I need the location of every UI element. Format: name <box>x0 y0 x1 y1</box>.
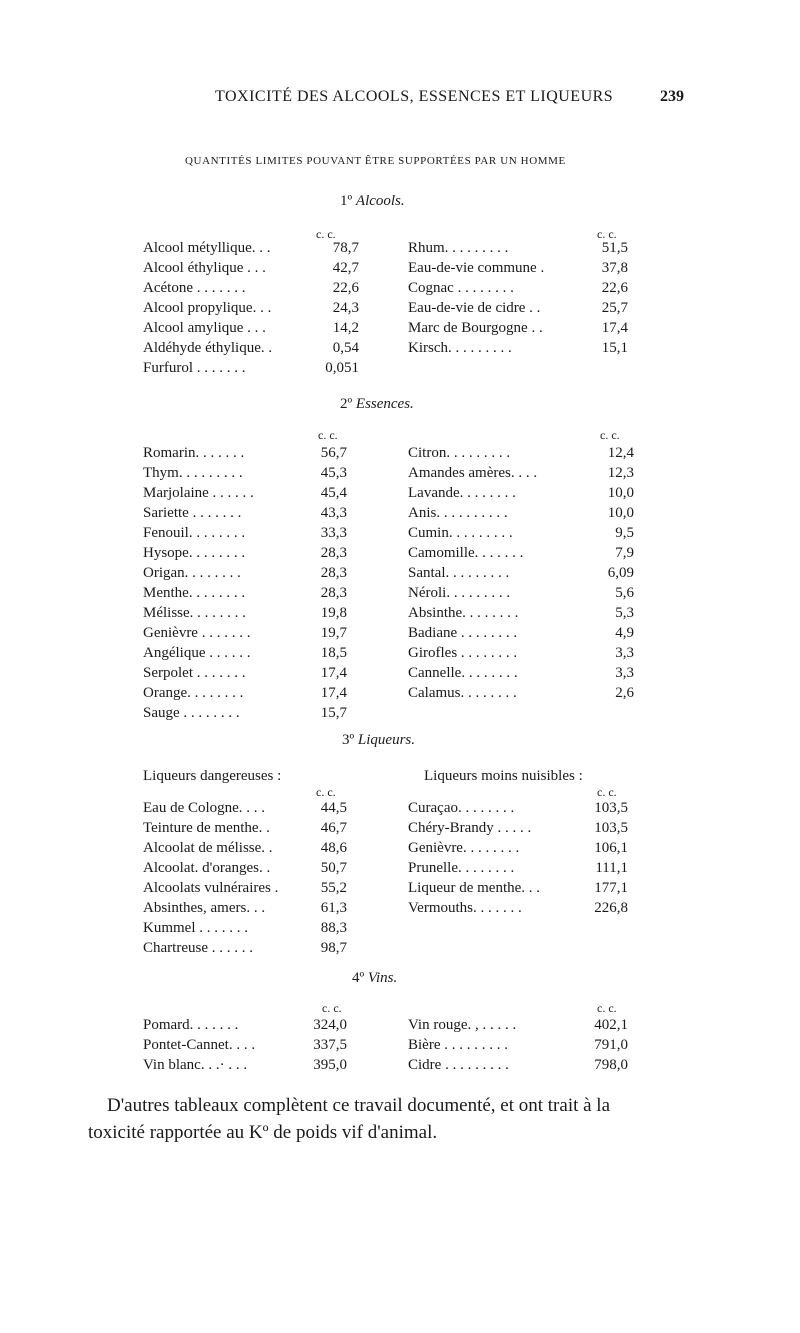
item-name: Genièvre. . . . . . . . <box>408 840 520 856</box>
unit-label: c. c. <box>597 227 617 241</box>
table-row <box>408 523 634 543</box>
item-name: Marc de Bourgogne . . <box>408 320 543 336</box>
item-name: Sariette . . . . . . . <box>143 505 242 521</box>
table-row <box>408 503 634 523</box>
table-row <box>143 318 359 338</box>
table-row <box>143 918 347 938</box>
item-value: 17,4 <box>601 320 628 336</box>
section-number: 4º <box>352 970 365 986</box>
item-value: 25,7 <box>601 300 628 316</box>
table-row <box>408 298 628 318</box>
item-name: Teinture de menthe. . <box>143 820 270 836</box>
section-number: 3º <box>342 732 355 748</box>
item-name: Alcool éthylique . . . <box>143 260 266 276</box>
section-title: Alcools. <box>355 193 405 209</box>
section-essences-title <box>340 396 414 413</box>
item-value: 0,54 <box>332 340 359 356</box>
item-name: Fenouil. . . . . . . . <box>143 525 246 541</box>
table-row <box>143 643 347 663</box>
item-value: 33,3 <box>320 525 347 541</box>
table-row <box>408 318 628 338</box>
item-value: 17,4 <box>320 685 347 701</box>
table-row <box>143 798 347 818</box>
section-number: 1º <box>340 193 353 209</box>
item-value: 791,0 <box>594 1037 628 1053</box>
unit-label: c. c. <box>316 785 336 799</box>
item-name: Thym. . . . . . . . . <box>143 465 243 481</box>
unit-label: c. c. <box>322 1001 342 1015</box>
item-name: Chéry-Brandy . . . . . <box>408 820 532 836</box>
item-name: Sauge . . . . . . . . <box>143 705 240 721</box>
table-row <box>408 583 634 603</box>
closing-paragraph-line-1: D'autres tableaux complètent ce travail documenté, et ont trait à la <box>107 1095 611 1116</box>
item-name: Cognac . . . . . . . . <box>408 280 514 296</box>
table-row <box>408 1055 628 1075</box>
table-row <box>143 278 359 298</box>
table-row <box>408 858 628 878</box>
table-row <box>408 603 634 623</box>
table-row <box>143 623 347 643</box>
section-alcools-title <box>340 193 405 210</box>
table-row <box>143 663 347 683</box>
item-value: 44,5 <box>320 800 347 816</box>
item-value: 12,4 <box>607 445 634 461</box>
table-row <box>143 358 359 378</box>
item-value: 337,5 <box>313 1037 347 1053</box>
section-number: 2º <box>340 396 353 412</box>
header-title: TOXICITÉ DES ALCOOLS, ESSENCES ET LIQUEURS <box>215 88 614 105</box>
closing-paragraph-line-2: toxicité rapportée au Kº de poids vif d'animal. <box>88 1122 438 1143</box>
item-value: 17,4 <box>320 665 347 681</box>
item-name: Alcool propylique. . . <box>143 300 272 316</box>
item-name: Eau de Cologne. . . . <box>143 800 266 816</box>
item-name: Liqueur de menthe. . . <box>408 880 541 896</box>
item-name: Bière . . . . . . . . . <box>408 1037 508 1053</box>
section-title: Liqueurs. <box>357 732 415 748</box>
item-value: 5,6 <box>615 585 634 601</box>
section-liqueurs-title <box>342 732 415 749</box>
table-row <box>143 1055 347 1075</box>
item-value: 15,1 <box>601 340 628 356</box>
unit-label: c. c. <box>316 227 336 241</box>
item-name: Alcoolats vulnéraires . <box>143 880 279 896</box>
table-row <box>143 443 347 463</box>
item-name: Mélisse. . . . . . . . <box>143 605 246 621</box>
item-name: Prunelle. . . . . . . . <box>408 860 515 876</box>
table-row <box>408 683 634 703</box>
item-value: 19,7 <box>320 625 347 641</box>
item-name: Anis. . . . . . . . . . <box>408 505 508 521</box>
item-name: Kummel . . . . . . . <box>143 920 248 936</box>
item-name: Origan. . . . . . . . <box>143 565 241 581</box>
section-title: Vins. <box>367 970 398 986</box>
table-row <box>408 818 628 838</box>
running-header <box>0 88 800 112</box>
item-value: 45,4 <box>320 485 347 501</box>
item-name: Pontet-Cannet. . . . <box>143 1037 256 1053</box>
section-title: Essences. <box>355 396 414 412</box>
item-name: Absinthe. . . . . . . . <box>408 605 519 621</box>
item-name: Marjolaine . . . . . . <box>143 485 254 501</box>
item-value: 14,2 <box>332 320 359 336</box>
item-value: 43,3 <box>320 505 347 521</box>
item-value: 55,2 <box>320 880 347 896</box>
table-row <box>143 858 347 878</box>
item-name: Citron. . . . . . . . . <box>408 445 511 461</box>
item-value: 12,3 <box>607 465 634 481</box>
item-value: 3,3 <box>615 665 634 681</box>
table-row <box>408 258 628 278</box>
item-name: Alcool métyllique. . . <box>143 240 271 256</box>
table-row <box>143 603 347 623</box>
table-row <box>143 818 347 838</box>
unit-label: c. c. <box>597 785 617 799</box>
item-value: 5,3 <box>615 605 634 621</box>
table-row <box>143 258 359 278</box>
item-value: 798,0 <box>594 1057 628 1073</box>
item-value: 3,3 <box>615 645 634 661</box>
table-row <box>408 563 634 583</box>
item-name: Alcool amylique . . . <box>143 320 266 336</box>
item-value: 48,6 <box>320 840 347 856</box>
table-row <box>143 878 347 898</box>
table-row <box>143 898 347 918</box>
item-value: 22,6 <box>601 280 628 296</box>
table-row <box>143 838 347 858</box>
item-name: Alcoolat de mélisse. . <box>143 840 273 856</box>
item-value: 7,9 <box>615 545 634 561</box>
table-row <box>143 938 347 958</box>
table-row <box>408 878 628 898</box>
table-row <box>143 563 347 583</box>
table-row <box>143 238 359 258</box>
item-name: Badiane . . . . . . . . <box>408 625 518 641</box>
item-value: 50,7 <box>320 860 347 876</box>
item-name: Rhum. . . . . . . . . <box>408 240 509 256</box>
table-row <box>408 443 634 463</box>
item-value: 10,0 <box>607 505 634 521</box>
item-name: Chartreuse . . . . . . <box>143 940 253 956</box>
item-name: Menthe. . . . . . . . <box>143 585 246 601</box>
item-name: Santal. . . . . . . . . <box>408 565 510 581</box>
item-name: Amandes amères. . . . <box>408 465 538 481</box>
table-row <box>408 543 634 563</box>
table-row <box>143 543 347 563</box>
item-name: Vin blanc. . .· . . . <box>143 1057 248 1073</box>
item-name: Angélique . . . . . . <box>143 645 251 661</box>
item-value: 111,1 <box>595 860 628 876</box>
liqueurs-dangerous-heading: Liqueurs dangereuses : <box>143 768 282 784</box>
item-value: 402,1 <box>594 1017 628 1033</box>
item-value: 42,7 <box>332 260 359 276</box>
item-value: 103,5 <box>594 820 628 836</box>
item-value: 177,1 <box>594 880 628 896</box>
item-name: Cannelle. . . . . . . . <box>408 665 518 681</box>
item-value: 28,3 <box>320 585 347 601</box>
table-row <box>408 338 628 358</box>
item-name: Genièvre . . . . . . . <box>143 625 251 641</box>
item-name: Girofles . . . . . . . . <box>408 645 518 661</box>
item-value: 28,3 <box>320 545 347 561</box>
item-name: Eau-de-vie commune . <box>408 260 545 276</box>
table-row <box>408 623 634 643</box>
item-value: 61,3 <box>320 900 347 916</box>
table-row <box>408 898 628 918</box>
table-row <box>408 463 634 483</box>
item-value: 324,0 <box>313 1017 347 1033</box>
item-value: 45,3 <box>320 465 347 481</box>
page-number: 239 <box>660 88 684 105</box>
item-name: Vermouths. . . . . . . <box>408 900 522 916</box>
item-value: 37,8 <box>601 260 628 276</box>
table-row <box>143 503 347 523</box>
table-row <box>408 838 628 858</box>
item-name: Calamus. . . . . . . . <box>408 685 517 701</box>
item-name: Serpolet . . . . . . . <box>143 665 246 681</box>
item-name: Lavande. . . . . . . . <box>408 485 516 501</box>
table-row <box>143 1015 347 1035</box>
item-name: Vin rouge. , . . . . . <box>408 1017 517 1033</box>
item-value: 226,8 <box>594 900 628 916</box>
table-row <box>408 798 628 818</box>
table-row <box>408 1035 628 1055</box>
item-name: Acétone . . . . . . . <box>143 280 246 296</box>
table-row <box>408 483 634 503</box>
item-value: 46,7 <box>320 820 347 836</box>
item-value: 18,5 <box>320 645 347 661</box>
table-row <box>143 1035 347 1055</box>
unit-label: c. c. <box>600 428 620 442</box>
item-name: Alcoolat. d'oranges. . <box>143 860 271 876</box>
item-name: Eau-de-vie de cidre . . <box>408 300 541 316</box>
item-value: 88,3 <box>320 920 347 936</box>
table-row <box>143 523 347 543</box>
table-row <box>143 463 347 483</box>
item-name: Néroli. . . . . . . . . <box>408 585 511 601</box>
item-value: 6,09 <box>607 565 634 581</box>
item-value: 28,3 <box>320 565 347 581</box>
item-name: Curaçao. . . . . . . . <box>408 800 515 816</box>
item-value: 106,1 <box>594 840 628 856</box>
unit-label: c. c. <box>318 428 338 442</box>
table-row <box>143 483 347 503</box>
liqueurs-less-harmful-heading: Liqueurs moins nuisibles : <box>424 768 583 784</box>
item-name: Romarin. . . . . . . <box>143 445 245 461</box>
unit-label: c. c. <box>597 1001 617 1015</box>
item-value: 19,8 <box>320 605 347 621</box>
table-row <box>408 1015 628 1035</box>
table-row <box>408 238 628 258</box>
item-name: Absinthes, amers. . . <box>143 900 266 916</box>
item-name: Hysope. . . . . . . . <box>143 545 246 561</box>
item-value: 0,051 <box>325 360 359 376</box>
item-value: 56,7 <box>320 445 347 461</box>
item-value: 9,5 <box>615 525 634 541</box>
table-row <box>143 338 359 358</box>
table-row <box>143 683 347 703</box>
item-value: 15,7 <box>320 705 347 721</box>
item-value: 395,0 <box>313 1057 347 1073</box>
item-value: 78,7 <box>332 240 359 256</box>
table-row <box>408 663 634 683</box>
table-row <box>143 703 347 723</box>
item-value: 10,0 <box>607 485 634 501</box>
item-name: Kirsch. . . . . . . . . <box>408 340 512 356</box>
table-row <box>143 583 347 603</box>
item-value: 51,5 <box>601 240 628 256</box>
section-vins-title <box>352 970 397 987</box>
item-value: 24,3 <box>332 300 359 316</box>
item-name: Cidre . . . . . . . . . <box>408 1057 509 1073</box>
item-value: 2,6 <box>615 685 634 701</box>
item-value: 98,7 <box>320 940 347 956</box>
table-row <box>143 298 359 318</box>
item-name: Furfurol . . . . . . . <box>143 360 246 376</box>
item-name: Aldéhyde éthylique. . <box>143 340 273 356</box>
item-name: Orange. . . . . . . . <box>143 685 244 701</box>
item-name: Cumin. . . . . . . . . <box>408 525 513 541</box>
table-row <box>408 643 634 663</box>
table-subtitle: QUANTITÉS LIMITES POUVANT ÊTRE SUPPORTÉES PAR UN HOMME <box>185 155 566 167</box>
item-name: Pomard. . . . . . . <box>143 1017 239 1033</box>
item-value: 22,6 <box>332 280 359 296</box>
table-row <box>408 278 628 298</box>
item-value: 4,9 <box>615 625 634 641</box>
item-value: 103,5 <box>594 800 628 816</box>
item-name: Camomille. . . . . . . <box>408 545 524 561</box>
